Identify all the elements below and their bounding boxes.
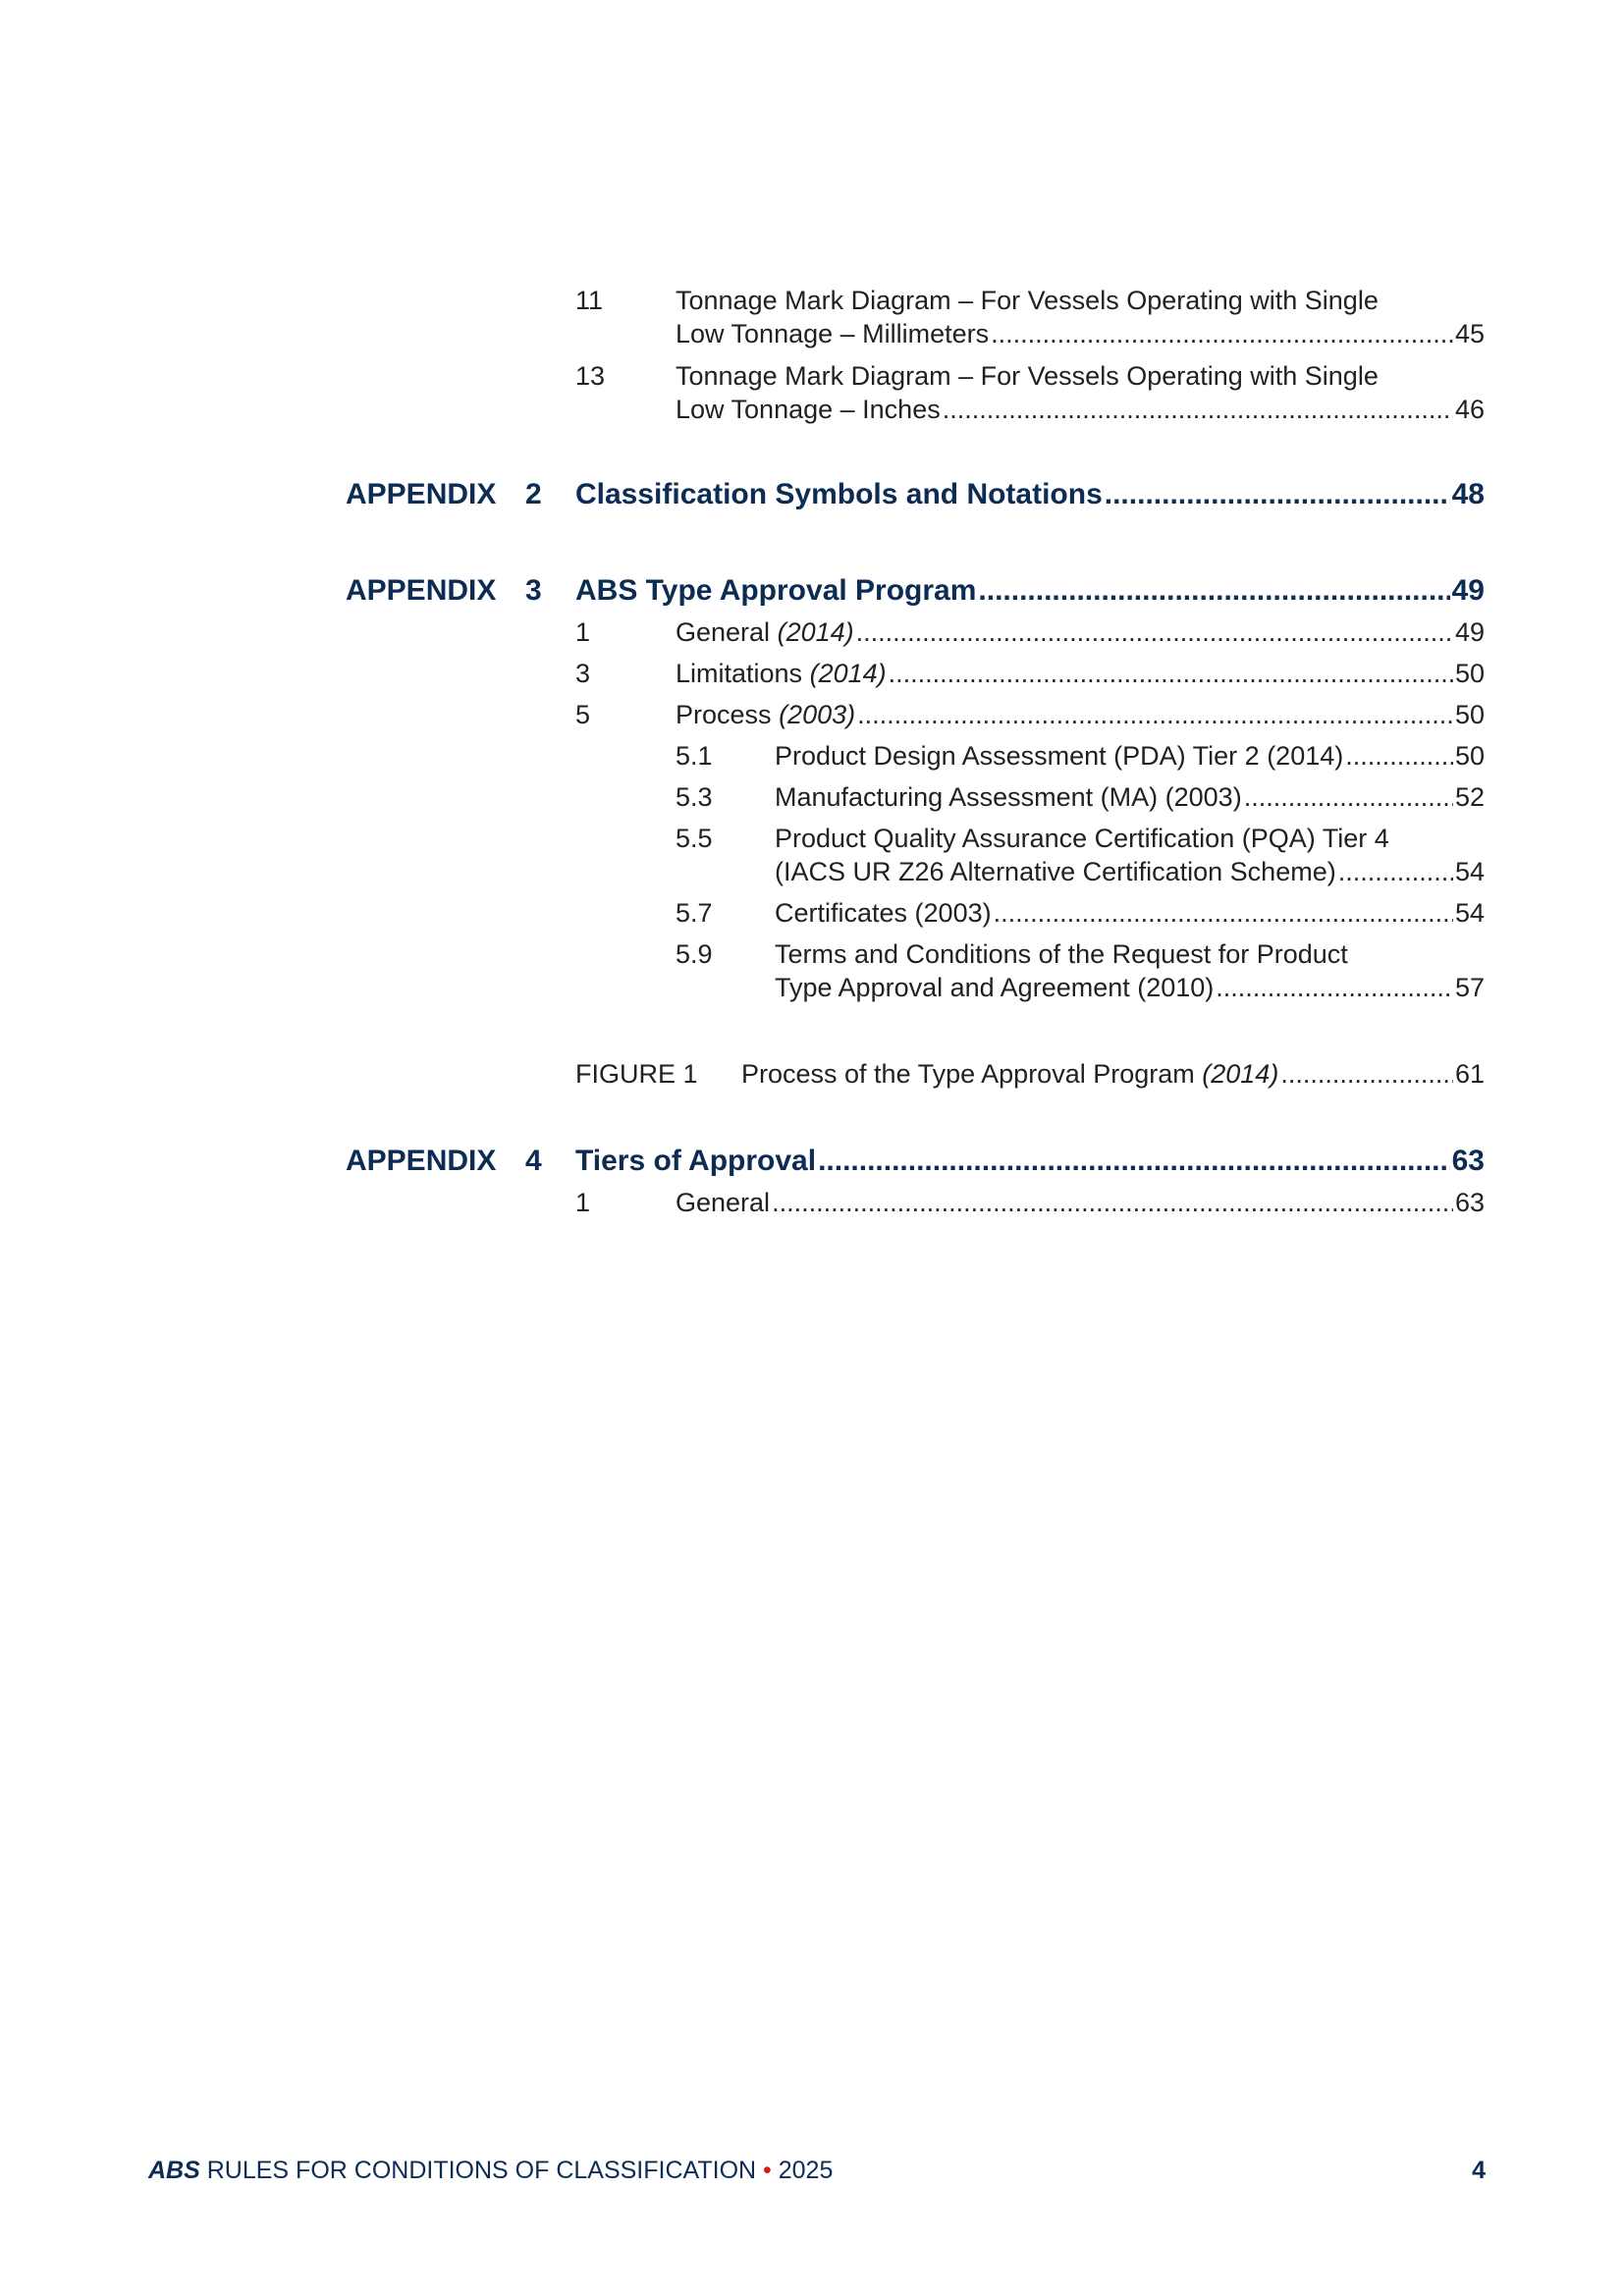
page-footer — [148, 2155, 833, 2186]
toc-figure-11-title-line1: Tonnage Mark Diagram – For Vessels Operating with Single — [676, 286, 1379, 315]
section-general-entry[interactable] — [676, 615, 1485, 649]
dot-leader — [994, 896, 1453, 930]
subsection-5-3-entry[interactable] — [775, 780, 1485, 814]
section-note: (2014) — [777, 617, 854, 647]
dot-leader — [991, 317, 1453, 350]
appendix-4-section-general-entry[interactable] — [676, 1186, 1485, 1219]
subsection-5-9-title-line1: Terms and Conditions of the Request for Product — [775, 939, 1348, 969]
subsection-title-line2: Type Approval and Agreement (2010) — [775, 973, 1215, 1002]
subsection-5-1-entry[interactable] — [775, 739, 1485, 773]
page-number: 49 — [1454, 617, 1485, 647]
toc-figure-11-entry[interactable] — [676, 317, 1485, 350]
subsection-5-5-title-line1: Product Quality Assurance Certification (PQA) Tier 4 — [775, 824, 1389, 853]
subsection-title: Product Design Assessment (PDA) Tier 2 (2014) — [775, 741, 1344, 771]
page-number: 49 — [1451, 574, 1485, 607]
toc-figure-13-title-line1: Tonnage Mark Diagram – For Vessels Operating with Single — [676, 361, 1379, 391]
figure-title: Process of the Type Approval Program (2014) — [741, 1059, 1279, 1089]
toc-figure-13-title-line2: Low Tonnage – Inches — [676, 395, 941, 424]
page-number: 50 — [1454, 659, 1485, 688]
section-number: 5 — [575, 700, 591, 729]
footer-title: RULES FOR CONDITIONS OF CLASSIFICATION — [206, 2157, 757, 2184]
footer-year: 2025 — [778, 2157, 834, 2184]
subsection-number: 5.9 — [676, 939, 713, 969]
subsection-5-5-entry[interactable] — [775, 855, 1485, 888]
page-number: 45 — [1454, 319, 1485, 348]
footer-bullet: • — [763, 2157, 772, 2184]
dot-leader — [1105, 477, 1450, 512]
dot-leader — [1244, 780, 1453, 814]
page-number: 50 — [1454, 741, 1485, 771]
figure-1-label: FIGURE 1 — [575, 1059, 698, 1089]
appendix-3-number: 3 — [525, 574, 542, 607]
dot-leader — [857, 698, 1453, 731]
appendix-2-title: Classification Symbols and Notations — [575, 478, 1103, 510]
section-title: General — [676, 1188, 771, 1217]
toc-figure-11-title-line2: Low Tonnage – Millimeters — [676, 319, 990, 348]
appendix-3-label: APPENDIX — [346, 574, 497, 607]
dot-leader — [856, 615, 1453, 649]
dot-leader — [772, 1186, 1453, 1219]
dot-leader — [889, 657, 1453, 690]
appendix-3-title: ABS Type Approval Program — [575, 574, 977, 607]
figure-note: (2014) — [1202, 1059, 1279, 1089]
subsection-number: 5.3 — [676, 782, 713, 812]
page-number: 46 — [1454, 395, 1485, 424]
section-title: Limitations (2014) — [676, 659, 887, 688]
appendix-4-title: Tiers of Approval — [575, 1145, 817, 1177]
page-number: 50 — [1454, 700, 1485, 729]
section-limitations-entry[interactable] — [676, 657, 1485, 690]
toc-figure-13-number: 13 — [575, 361, 606, 391]
page-number: 54 — [1454, 898, 1485, 928]
section-number: 3 — [575, 659, 591, 688]
page-number: 63 — [1451, 1145, 1485, 1177]
dot-leader — [943, 393, 1453, 426]
page-number: 52 — [1454, 782, 1485, 812]
dot-leader — [1338, 855, 1453, 888]
section-process-entry[interactable] — [676, 698, 1485, 731]
subsection-5-7-entry[interactable] — [775, 896, 1485, 930]
appendix-2-label: APPENDIX — [346, 478, 497, 510]
appendix-3-entry[interactable] — [575, 573, 1485, 609]
section-title: General (2014) — [676, 617, 854, 647]
subsection-number: 5.1 — [676, 741, 713, 771]
page-number: 63 — [1454, 1188, 1485, 1217]
footer-brand: ABS — [148, 2157, 200, 2184]
page-number: 57 — [1454, 973, 1485, 1002]
appendix-2-entry[interactable] — [575, 477, 1485, 512]
appendix-4-entry[interactable] — [575, 1144, 1485, 1179]
dot-leader — [1216, 971, 1453, 1004]
page-number: 61 — [1454, 1059, 1485, 1089]
figure-1-entry[interactable] — [741, 1057, 1485, 1091]
dot-leader — [1280, 1057, 1453, 1091]
appendix-4-number: 4 — [525, 1145, 542, 1177]
dot-leader — [978, 573, 1449, 609]
dot-leader — [1345, 739, 1453, 773]
subsection-number: 5.5 — [676, 824, 713, 853]
section-note: (2014) — [809, 659, 887, 688]
section-note: (2003) — [779, 700, 856, 729]
subsection-title-line2: (IACS UR Z26 Alternative Certification Scheme) — [775, 857, 1336, 886]
footer-page-number: 4 — [1472, 2157, 1486, 2184]
page-number: 54 — [1454, 857, 1485, 886]
section-title: Process (2003) — [676, 700, 856, 729]
section-number: 1 — [575, 617, 591, 647]
appendix-2-number: 2 — [525, 478, 542, 510]
dot-leader — [818, 1144, 1450, 1179]
appendix-4-label: APPENDIX — [346, 1145, 497, 1177]
section-number: 1 — [575, 1188, 591, 1217]
toc-figure-11-number: 11 — [575, 286, 604, 315]
subsection-5-9-entry[interactable] — [775, 971, 1485, 1004]
subsection-title: Certificates (2003) — [775, 898, 992, 928]
subsection-title: Manufacturing Assessment (MA) (2003) — [775, 782, 1242, 812]
subsection-number: 5.7 — [676, 898, 713, 928]
page-number: 48 — [1451, 478, 1485, 510]
toc-figure-13-entry[interactable] — [676, 393, 1485, 426]
